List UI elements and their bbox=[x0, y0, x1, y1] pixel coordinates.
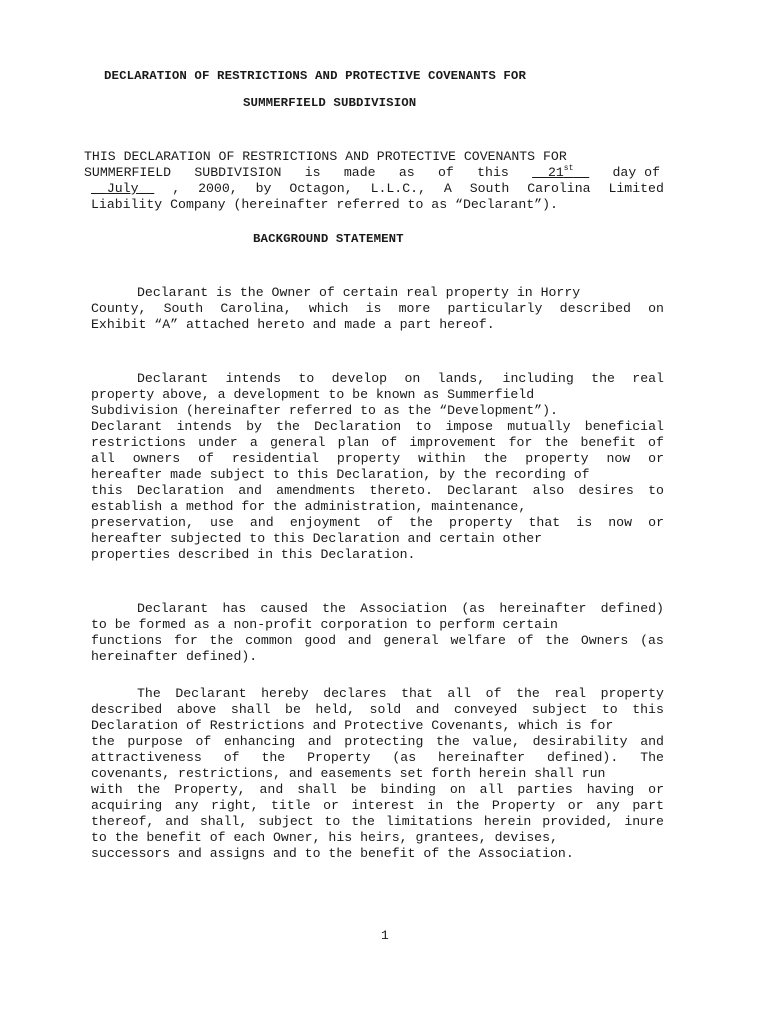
paragraph-word: in bbox=[427, 798, 444, 813]
paragraph-word: (as bbox=[461, 601, 486, 616]
intro-word: South bbox=[469, 181, 510, 196]
paragraph-word: hereinafter bbox=[438, 750, 526, 765]
paragraph-word: property bbox=[600, 686, 664, 701]
paragraph-word: the bbox=[209, 633, 234, 648]
paragraph-word: to bbox=[298, 371, 315, 386]
month: July bbox=[106, 181, 139, 196]
intro-word: by bbox=[255, 181, 272, 196]
paragraph-word: of bbox=[648, 435, 664, 450]
paragraph-line bbox=[91, 451, 664, 467]
paragraph-line: to the benefit of each Owner, his heirs, grantees, devises, bbox=[91, 830, 558, 845]
intro-day-of: day of bbox=[612, 165, 660, 180]
paragraph-word: lands, bbox=[437, 371, 486, 386]
paragraph-word: value, bbox=[472, 734, 520, 749]
paragraph-word: of bbox=[381, 435, 398, 450]
paragraph-word: of bbox=[195, 734, 212, 749]
paragraph-word: the bbox=[136, 782, 161, 797]
paragraph-word: be bbox=[285, 702, 301, 717]
paragraph-line bbox=[137, 371, 664, 387]
intro-word: SUBDIVISION bbox=[194, 165, 282, 180]
paragraph-word: now bbox=[608, 515, 633, 530]
paragraph-word: a bbox=[249, 435, 258, 450]
paragraph-word: any bbox=[174, 798, 199, 813]
paragraph-word: the bbox=[436, 734, 460, 749]
paragraph-word: is bbox=[576, 515, 593, 530]
paragraph-word: real bbox=[632, 371, 664, 386]
paragraph-word: Declarant bbox=[137, 371, 209, 386]
paragraph-word: parties bbox=[517, 782, 573, 797]
paragraph-line bbox=[91, 483, 664, 499]
paragraph-word: interest bbox=[351, 798, 415, 813]
paragraph-word: property bbox=[336, 451, 401, 466]
paragraph-word: County, bbox=[91, 301, 147, 316]
intro-line-4: Liability Company (hereinafter referred to as “Declarant”). bbox=[91, 197, 558, 212]
day-number: 21 bbox=[547, 165, 564, 180]
paragraph-word: Property, bbox=[174, 782, 246, 797]
paragraph-word: part bbox=[632, 798, 664, 813]
paragraph-word: Declaration bbox=[136, 483, 224, 498]
month-blank bbox=[91, 181, 154, 197]
paragraph-word: including bbox=[502, 371, 574, 386]
intro-word: as bbox=[398, 165, 415, 180]
paragraph-word: defined) bbox=[600, 601, 664, 616]
paragraph-word: this bbox=[632, 702, 664, 717]
paragraph-word: to bbox=[648, 483, 664, 498]
paragraph-line bbox=[91, 798, 664, 814]
page-number: 1 bbox=[381, 928, 389, 943]
paragraph-word: and bbox=[259, 782, 284, 797]
paragraph-line: property above, a development to be known as Summerfield bbox=[91, 387, 535, 402]
paragraph-word: restrictions bbox=[91, 435, 186, 450]
paragraph-word: particularly bbox=[447, 301, 543, 316]
paragraph-word: conveyed bbox=[454, 702, 518, 717]
intro-line-3 bbox=[91, 181, 664, 197]
paragraph-word: the bbox=[261, 750, 286, 765]
paragraph-word: and bbox=[238, 483, 262, 498]
paragraph-word: owners bbox=[132, 451, 181, 466]
intro-word: this bbox=[477, 165, 509, 180]
paragraph-word: that bbox=[528, 515, 561, 530]
paragraph-word: the bbox=[545, 633, 570, 648]
paragraph-word: which bbox=[308, 301, 349, 316]
paragraph-word: with bbox=[91, 782, 123, 797]
paragraph-line bbox=[91, 419, 664, 435]
paragraph-word: Declarant bbox=[447, 483, 519, 498]
paragraph-line bbox=[91, 750, 664, 766]
paragraph-word: property bbox=[449, 515, 513, 530]
paragraph-word: the bbox=[516, 686, 540, 701]
paragraph-word: benefit bbox=[580, 435, 636, 450]
paragraph-word: impose bbox=[445, 419, 493, 434]
paragraph-word: and bbox=[415, 702, 440, 717]
paragraph-word: or bbox=[323, 798, 339, 813]
paragraph-word: Association bbox=[360, 601, 448, 616]
paragraph-word: shall bbox=[297, 782, 337, 797]
paragraph-word: thereof, bbox=[91, 814, 155, 829]
paragraph-word: or bbox=[648, 782, 664, 797]
paragraph-word: enjoyment bbox=[289, 515, 362, 530]
intro-word: made bbox=[343, 165, 376, 180]
paragraph-word: Declaration bbox=[314, 419, 402, 434]
paragraph-word: the bbox=[483, 451, 508, 466]
paragraph-word: the bbox=[276, 419, 300, 434]
paragraph-line: successors and assigns and to the benefit of the Association. bbox=[91, 846, 574, 861]
paragraph-word: title bbox=[271, 798, 311, 813]
day-blank bbox=[532, 165, 589, 181]
paragraph-word: more bbox=[398, 301, 431, 316]
paragraph-word: desirability bbox=[532, 734, 628, 749]
paragraph-word: that bbox=[401, 686, 433, 701]
paragraph-word: hereby bbox=[261, 686, 309, 701]
paragraph-word: this bbox=[91, 483, 123, 498]
paragraph-line bbox=[137, 601, 664, 617]
intro-word: Limited bbox=[608, 181, 664, 196]
paragraph-word: general bbox=[269, 435, 326, 450]
paragraph-word: improvement bbox=[409, 435, 497, 450]
paragraph-word: and bbox=[640, 734, 664, 749]
paragraph-word: Property bbox=[491, 798, 556, 813]
paragraph-word: of bbox=[223, 750, 240, 765]
paragraph-word: the bbox=[409, 515, 433, 530]
paragraph-word: binding bbox=[380, 782, 436, 797]
paragraph-word: functions bbox=[91, 633, 163, 648]
paragraph-line: Subdivision (hereinafter referred to as the “Development”). bbox=[91, 403, 558, 418]
paragraph-word: all bbox=[447, 686, 472, 701]
paragraph-word: use bbox=[210, 515, 234, 530]
paragraph-word: and bbox=[249, 515, 274, 530]
paragraph-word: the bbox=[91, 734, 115, 749]
paragraph-word: the bbox=[322, 601, 346, 616]
paragraph-word: be bbox=[350, 782, 367, 797]
paragraph-word: limitations bbox=[385, 814, 473, 829]
paragraph-word: Owners bbox=[580, 633, 629, 648]
paragraph-word: Carolina, bbox=[220, 301, 292, 316]
paragraph-word: thereto. bbox=[369, 483, 433, 498]
paragraph-word: plan bbox=[337, 435, 370, 450]
paragraph-word: or bbox=[648, 515, 664, 530]
paragraph-word: shall, bbox=[199, 814, 248, 829]
paragraph-word: herein bbox=[483, 814, 532, 829]
paragraph-word: to bbox=[324, 814, 341, 829]
paragraph-word: (as bbox=[640, 633, 664, 648]
paragraph-word: beneficial bbox=[584, 419, 664, 434]
paragraph-word: under bbox=[198, 435, 238, 450]
paragraph-word: desires bbox=[578, 483, 634, 498]
paragraph-word: the bbox=[351, 814, 375, 829]
document-title-line-2: SUMMERFIELD SUBDIVISION bbox=[243, 96, 417, 110]
paragraph-word: now bbox=[606, 451, 631, 466]
paragraph-word: purpose bbox=[127, 734, 183, 749]
paragraph-word: has bbox=[222, 601, 247, 616]
paragraph-word: enhancing bbox=[223, 734, 296, 749]
paragraph-word: subject bbox=[258, 814, 314, 829]
paragraph-word: or bbox=[567, 798, 584, 813]
paragraph-word: property bbox=[525, 451, 589, 466]
paragraph-word: of bbox=[517, 633, 534, 648]
paragraph-line: Declarant is the Owner of certain real property in Horry bbox=[137, 285, 581, 300]
intro-word: Octagon, bbox=[289, 181, 353, 196]
intro-word: Carolina bbox=[527, 181, 591, 196]
intro-word: 2000, bbox=[198, 181, 238, 196]
document-title-line-1: DECLARATION OF RESTRICTIONS AND PROTECTIVE COVENANTS FOR bbox=[104, 69, 526, 83]
paragraph-word: any bbox=[596, 798, 620, 813]
paragraph-word: the bbox=[544, 435, 569, 450]
day-suffix: st bbox=[563, 164, 574, 173]
paragraph-word: The bbox=[137, 686, 161, 701]
paragraph-line bbox=[91, 633, 664, 649]
paragraph-word: real bbox=[554, 686, 587, 701]
paragraph-line: hereafter made subject to this Declaration, by the recording of bbox=[91, 467, 590, 482]
paragraph-word: general bbox=[383, 633, 439, 648]
paragraph-word: defined). bbox=[547, 750, 619, 765]
paragraph-word: intends bbox=[176, 419, 232, 434]
paragraph-word: residential bbox=[231, 451, 319, 466]
paragraph-word: to bbox=[601, 702, 618, 717]
paragraph-line: to be formed as a non-profit corporation to perform certain bbox=[91, 617, 558, 632]
paragraph-word: attractiveness bbox=[91, 750, 202, 765]
intro-line-2 bbox=[84, 165, 660, 181]
paragraph-word: develop bbox=[331, 371, 388, 386]
paragraph-word: held, bbox=[315, 702, 355, 717]
paragraph-word: or bbox=[648, 451, 664, 466]
paragraph-line bbox=[91, 515, 664, 531]
paragraph-line bbox=[91, 301, 664, 317]
paragraph-word: shall bbox=[230, 702, 271, 717]
paragraph-word: and bbox=[347, 633, 372, 648]
paragraph-word: of bbox=[485, 686, 502, 701]
paragraph-line: establish a method for the administration, maintenance, bbox=[91, 499, 527, 514]
paragraph-word: having bbox=[586, 782, 635, 797]
paragraph-word: good bbox=[304, 633, 336, 648]
paragraph-word: protecting bbox=[344, 734, 424, 749]
intro-word: L.L.C., bbox=[370, 181, 426, 196]
background-heading: BACKGROUND STATEMENT bbox=[253, 232, 404, 246]
paragraph-word: acquiring bbox=[91, 798, 163, 813]
paragraph-line: Declaration of Restrictions and Protective Covenants, which is for bbox=[91, 718, 614, 733]
intro-word: A bbox=[443, 181, 452, 196]
paragraph-word: intends bbox=[225, 371, 282, 386]
paragraph-line bbox=[91, 435, 664, 451]
paragraph-word: for bbox=[508, 435, 533, 450]
paragraph-line: hereinafter defined). bbox=[91, 649, 258, 664]
paragraph-word: Declarant bbox=[91, 419, 163, 434]
paragraph-word: of bbox=[377, 515, 394, 530]
paragraph-line bbox=[91, 702, 664, 718]
paragraph-word: hereinafter bbox=[499, 601, 587, 616]
paragraph-word: also bbox=[532, 483, 565, 498]
intro-word: is bbox=[304, 165, 321, 180]
paragraph-word: Declarant bbox=[175, 686, 247, 701]
paragraph-word: within bbox=[418, 451, 466, 466]
paragraph-word: described bbox=[91, 702, 163, 717]
paragraph-word: preservation, bbox=[91, 515, 194, 530]
paragraph-line bbox=[137, 686, 664, 702]
paragraph-word: described bbox=[559, 301, 631, 316]
paragraph-word: on bbox=[449, 782, 466, 797]
intro-line-1: THIS DECLARATION OF RESTRICTIONS AND PROTECTIVE COVENANTS FOR bbox=[84, 149, 567, 164]
paragraph-line: Exhibit “A” attached hereto and made a part hereof. bbox=[91, 317, 495, 332]
paragraph-word: Property bbox=[307, 750, 371, 765]
paragraph-word: mutually bbox=[507, 419, 571, 434]
paragraph-line bbox=[91, 814, 664, 830]
paragraph-line bbox=[91, 734, 664, 750]
paragraph-word: above bbox=[176, 702, 217, 717]
paragraph-line: hereafter subjected to this Declaration and certain other bbox=[91, 531, 543, 546]
paragraph-word: South bbox=[163, 301, 204, 316]
paragraph-line bbox=[91, 782, 664, 798]
intro-word: , bbox=[172, 181, 181, 196]
paragraph-word: common bbox=[245, 633, 293, 648]
paragraph-word: on bbox=[648, 301, 664, 316]
paragraph-word: of bbox=[198, 451, 214, 466]
paragraph-word: Declarant bbox=[137, 601, 209, 616]
paragraph-word: amendments bbox=[276, 483, 356, 498]
paragraph-word: right, bbox=[211, 798, 259, 813]
paragraph-word: on bbox=[404, 371, 421, 386]
paragraph-word: (as bbox=[392, 750, 417, 765]
paragraph-word: sold bbox=[369, 702, 402, 717]
paragraph-word: all bbox=[91, 451, 115, 466]
paragraph-word: all bbox=[479, 782, 504, 797]
intro-word: of bbox=[438, 165, 454, 180]
paragraph-word: welfare bbox=[450, 633, 506, 648]
paragraph-word: is bbox=[365, 301, 382, 316]
paragraph-word: caused bbox=[260, 601, 308, 616]
paragraph-word: by bbox=[246, 419, 262, 434]
paragraph-line: covenants, restrictions, and easements set forth herein shall run bbox=[91, 766, 606, 781]
paragraph-word: The bbox=[640, 750, 664, 765]
paragraph-word: the bbox=[455, 798, 480, 813]
paragraph-word: and bbox=[307, 734, 332, 749]
paragraph-word: subject bbox=[531, 702, 588, 717]
intro-word: SUMMERFIELD bbox=[84, 165, 172, 180]
paragraph-word: the bbox=[591, 371, 615, 386]
paragraph-word: for bbox=[174, 633, 198, 648]
paragraph-word: declares bbox=[323, 686, 387, 701]
paragraph-word: to bbox=[415, 419, 432, 434]
paragraph-word: and bbox=[165, 814, 189, 829]
paragraph-line: properties described in this Declaration. bbox=[91, 547, 416, 562]
paragraph-word: inure bbox=[624, 814, 664, 829]
paragraph-word: provided, bbox=[542, 814, 614, 829]
